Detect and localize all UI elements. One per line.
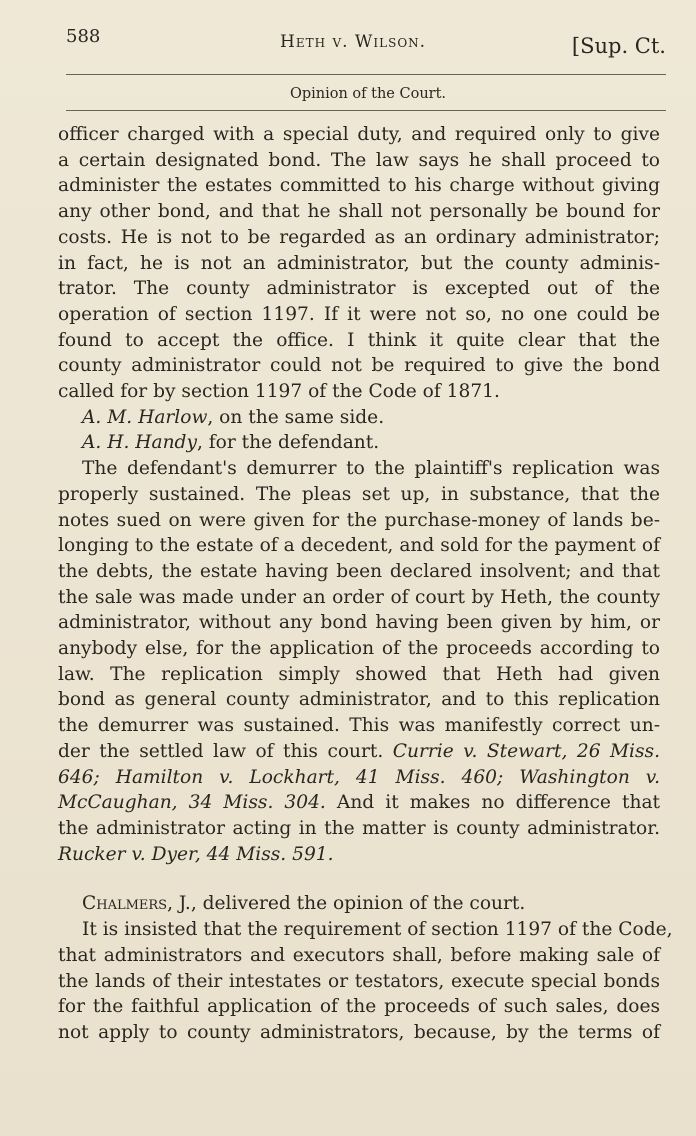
page-header xyxy=(66,26,666,60)
text-line: administer the estates committed to his charge without giving xyxy=(58,175,660,197)
text-line: the lands of their intestates or testators, execute special bonds xyxy=(58,970,660,992)
text-line: notes sued on were given for the purchase-money of lands be- xyxy=(58,509,660,531)
counsel-line xyxy=(58,405,660,431)
text-fragment: And it makes no difference that xyxy=(336,792,661,814)
text-line: properly sustained. The pleas set up, in substance, that the xyxy=(58,483,660,505)
text-line: the demurrer was sustained. This was manifestly correct un- xyxy=(58,715,660,737)
court-abbreviation: [Sup. Ct. xyxy=(571,34,666,58)
opinion-intro-line: Chalmers, J., delivered the opinion of the court. xyxy=(82,893,526,915)
text-line: trator. The county administrator is excepted out of the xyxy=(58,278,660,300)
case-citation: Rucker v. Dyer, 44 Miss. 591. xyxy=(58,843,334,865)
text-line: The defendant's demurrer to the plaintiff's replication was xyxy=(82,458,660,480)
text-fragment: der the settled law of this court. xyxy=(58,740,384,762)
judge-name: Chalmers xyxy=(82,893,168,915)
text-line: any other bond, and that he shall not personally be bound for xyxy=(58,201,660,223)
running-title: Heth v. Wilson. xyxy=(280,32,427,52)
text-line: longing to the estate of a decedent, and sold for the payment of xyxy=(58,535,660,557)
text-line: bond as general county administrator, and to this replication xyxy=(58,689,660,711)
paragraph-opinion xyxy=(58,917,673,1046)
text-line xyxy=(58,790,660,816)
case-citation: McCaughan, 34 Miss. 304. xyxy=(58,792,326,814)
text-line: county administrator could not be required to give the bond xyxy=(58,355,660,377)
text-line: a certain designated bond. The law says he shall proceed to xyxy=(58,149,660,171)
counsel-name: A. H. Handy xyxy=(82,432,197,454)
case-citation: 646; Hamilton v. Lockhart, 41 Miss. 460; Washington v. xyxy=(58,766,660,788)
text-line: It is insisted that the requirement of section 1197 of the Code, xyxy=(82,919,673,941)
paragraph-defendant-argument xyxy=(58,456,660,867)
text-line: for the faithful application of the proceeds of such sales, does xyxy=(58,996,660,1018)
page-body xyxy=(58,122,673,1046)
section-gap xyxy=(58,867,660,891)
page-number: 588 xyxy=(66,26,101,47)
text-line xyxy=(58,739,660,765)
text-line: in fact, he is not an administrator, but the county adminis- xyxy=(58,252,660,274)
text-line: officer charged with a special duty, and required only to give xyxy=(58,124,660,145)
paragraph-argument xyxy=(58,122,660,405)
counsel-role: , on the same side. xyxy=(207,406,385,428)
text-line: the sale was made under an order of court by Heth, the county xyxy=(58,586,660,608)
section-subheading: Opinion of the Court. xyxy=(289,86,447,102)
opinion-intro xyxy=(58,891,660,917)
text-line: the debts, the estate having been declared insolvent; and that xyxy=(58,560,660,582)
text-line: operation of section 1197. If it were not so, no one could be xyxy=(58,303,660,325)
text-line: law. The replication simply showed that Heth had given xyxy=(58,663,660,685)
text-line: anybody else, for the application of the proceeds according to xyxy=(58,638,660,660)
text-line: administrator, without any bond having been given by him, or xyxy=(58,612,660,634)
text-line: that administrators and executors shall, before making sale of xyxy=(58,944,660,966)
counsel-line xyxy=(58,430,660,456)
case-citation-line xyxy=(58,765,660,791)
case-citation: Currie v. Stewart, 26 Miss. xyxy=(392,740,660,762)
counsel-list xyxy=(58,405,660,456)
counsel-role: , for the defendant. xyxy=(196,432,380,454)
text-line: the administrator acting in the matter is county administrator. xyxy=(58,817,660,839)
text-line: called for by section 1197 of the Code of 1871. xyxy=(58,381,500,403)
text-line: found to accept the office. I think it quite clear that the xyxy=(58,329,660,351)
counsel-name: A. M. Harlow xyxy=(82,406,208,428)
text-line: costs. He is not to be regarded as an ordinary administrator; xyxy=(58,226,660,248)
case-citation-line xyxy=(58,842,660,868)
header-rule-bottom xyxy=(66,110,666,111)
text-line: not apply to county administrators, because, by the terms of xyxy=(58,1021,660,1043)
header-rule-top xyxy=(66,74,666,75)
